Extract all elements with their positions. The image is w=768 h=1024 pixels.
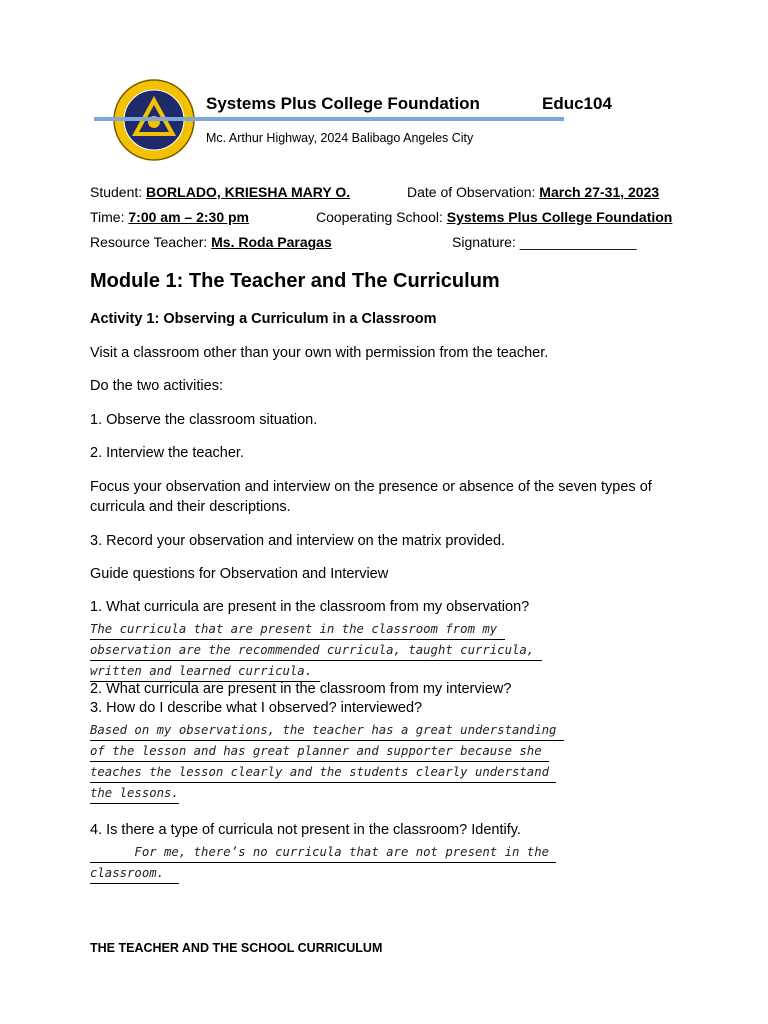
visit-instruction: Visit a classroom other than your own with permission from the teacher. [90,345,549,361]
student-value: BORLADO, KRIESHA MARY O. [146,184,351,200]
focus-text-line-1: Focus your observation and interview on the presence or absence of the seven types of [90,479,652,495]
two-activities-text: Do the two activities: [90,378,223,394]
question-2: 2. What curricula are present in the classroom from my interview? [90,681,512,697]
module-title: Module 1: The Teacher and The Curriculum [90,270,500,292]
guide-questions-heading: Guide questions for Observation and Interview [90,566,389,582]
date-value: March 27-31, 2023 [539,184,660,200]
signature-line: _______________ [519,234,637,250]
activity-title: Activity 1: Observing a Curriculum in a Classroom [90,311,437,327]
signature-field [452,234,637,250]
student-field [90,184,350,200]
section-heading: THE TEACHER AND THE SCHOOL CURRICULUM [90,941,383,955]
answer-4 [90,842,690,884]
school-value: Systems Plus College Foundation [446,209,673,225]
answer-4-line: classroom. [90,864,179,884]
step-observe: 1. Observe the classroom situation. [90,412,318,428]
signature-label: Signature: [452,234,516,250]
step-record: 3. Record your observation and interview on the matrix provided. [90,533,506,549]
answer-4-line: For me, there’s no curricula that are not present in the [90,843,556,863]
college-name: Systems Plus College Foundation [206,94,480,113]
teacher-value: Ms. Roda Paragas [211,234,332,250]
answer-1-line: The curricula that are present in the classroom from my [90,620,505,640]
teacher-label: Resource Teacher: [90,234,208,250]
college-address: Mc. Arthur Highway, 2024 Balibago Angeles City [206,131,474,145]
school-field [316,209,672,225]
time-value: 7:00 am – 2:30 pm [128,209,249,225]
question-1: 1. What curricula are present in the classroom from my observation? [90,599,530,615]
answer-3-line: teaches the lesson clearly and the students clearly understand [90,763,556,783]
focus-text-line-2: curricula and their descriptions. [90,499,291,515]
date-field [407,184,659,200]
school-label: Cooperating School: [316,209,443,225]
question-3: 3. How do I describe what I observed? interviewed? [90,700,423,716]
answer-3-line: the lessons. [90,784,179,804]
time-field [90,209,249,225]
answer-1-line: observation are the recommended curricula, taught curricula, [90,641,542,661]
answer-1-line: written and learned curricula. [90,662,320,682]
date-label: Date of Observation: [407,184,536,200]
question-4: 4. Is there a type of curricula not present in the classroom? Identify. [90,822,521,838]
time-label: Time: [90,209,125,225]
course-code: Educ104 [542,94,612,113]
student-label: Student: [90,184,143,200]
header-rule [94,117,564,121]
answer-3 [90,720,690,804]
answer-3-line: Based on my observations, the teacher has a great understanding [90,721,564,741]
teacher-field [90,234,332,250]
answer-3-line: of the lesson and has great planner and supporter because she [90,742,549,762]
answer-1 [90,619,690,682]
step-interview: 2. Interview the teacher. [90,445,244,461]
